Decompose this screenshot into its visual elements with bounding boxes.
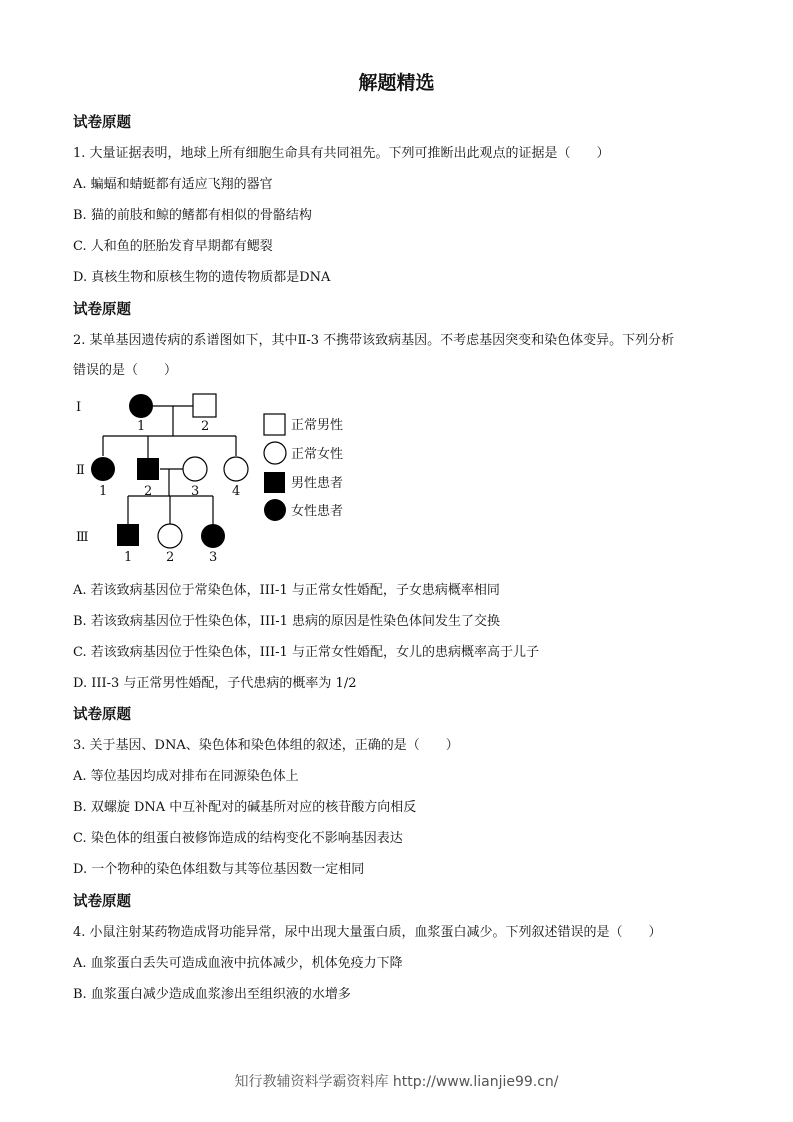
section-label-4: 试卷原题 <box>73 894 131 910</box>
q2-option-a: A. 若该致病基因位于常染色体，III-1 与正常女性婚配，子女患病概率相同 <box>73 583 500 598</box>
q1-option-c: C. 人和鱼的胚胎发育早期都有鳃裂 <box>73 239 273 254</box>
gen1-affected-female <box>129 394 153 418</box>
gen2-number-4: 4 <box>232 484 241 499</box>
gen2-affected-female <box>91 457 115 481</box>
q3-stem: 3. 关于基因、DNA、染色体和染色体组的叙述，正确的是（ ） <box>73 738 459 753</box>
gen2-affected-male <box>137 458 159 480</box>
q2-option-c: C. 若该致病基因位于性染色体，III-1 与正常女性婚配，女儿的患病概率高于儿子 <box>73 645 539 660</box>
q1-option-a: A. 蝙蝠和蜻蜓都有适应飞翔的器官 <box>73 177 273 192</box>
q2-option-b: B. 若该致病基因位于性染色体，III-1 患病的原因是性染色体间发生了交换 <box>73 614 501 629</box>
legend-normal-male-label: 正常男性 <box>291 418 344 433</box>
q2-stem-line-1: 2. 某单基因遗传病的系谱图如下，其中Ⅱ-3 不携带该致病基因。不考虑基因突变和染色体变异。下列分析 <box>73 333 675 348</box>
q4-stem: 4. 小鼠注射某药物造成肾功能异常，尿中出现大量蛋白质，血浆蛋白减少。下列叙述错误的是（ ） <box>73 925 662 940</box>
gen2-number-2: 2 <box>144 484 153 499</box>
gen-label-3: Ⅲ <box>76 530 89 545</box>
gen-label-1: Ⅰ <box>76 400 82 415</box>
gen3-normal-female <box>158 524 182 548</box>
section-label-1: 试卷原题 <box>73 115 131 131</box>
q1-option-b: B. 猫的前肢和鲸的鳍都有相似的骨骼结构 <box>73 208 312 223</box>
gen-label-2: Ⅱ <box>76 463 85 478</box>
gen1-number-1: 1 <box>137 419 146 434</box>
q1-option-d: D. 真核生物和原核生物的遗传物质都是DNA <box>73 270 331 285</box>
legend-normal-male-symbol <box>264 414 285 435</box>
q3-option-d: D. 一个物种的染色体组数与其等位基因数一定相同 <box>73 862 365 877</box>
legend-affected-female-label: 女性患者 <box>291 504 344 519</box>
section-label-2: 试卷原题 <box>73 302 131 318</box>
gen3-affected-female <box>201 524 225 548</box>
q2-stem-line-2: 错误的是（ ） <box>73 363 178 378</box>
gen2-normal-female-4 <box>224 457 248 481</box>
pedigree-diagram <box>70 388 370 573</box>
gen2-number-3: 3 <box>191 484 200 499</box>
legend-normal-female-label: 正常女性 <box>291 447 344 462</box>
q3-option-b: B. 双螺旋 DNA 中互补配对的碱基所对应的核苷酸方向相反 <box>73 800 417 815</box>
gen1-number-2: 2 <box>201 419 210 434</box>
gen2-normal-female-3 <box>183 457 207 481</box>
page-title: 解题精选 <box>358 72 435 94</box>
legend-affected-male-symbol <box>264 472 285 493</box>
q1-stem: 1. 大量证据表明，地球上所有细胞生命具有共同祖先。下列可推断出此观点的证据是（ ） <box>73 146 610 161</box>
footer-watermark: 知行教辅资料学霸资料库 http://www.lianjie99.cn/ <box>234 1074 559 1090</box>
q3-option-c: C. 染色体的组蛋白被修饰造成的结构变化不影响基因表达 <box>73 831 403 846</box>
gen2-number-1: 1 <box>99 484 108 499</box>
gen1-normal-male <box>193 394 216 417</box>
q4-option-b: B. 血浆蛋白减少造成血浆渗出至组织液的水增多 <box>73 987 351 1002</box>
gen3-number-2: 2 <box>166 550 175 565</box>
legend-normal-female-symbol <box>264 442 286 464</box>
q3-option-a: A. 等位基因均成对排布在同源染色体上 <box>73 769 299 784</box>
gen3-number-1: 1 <box>124 550 133 565</box>
gen3-number-3: 3 <box>209 550 218 565</box>
legend-affected-male-label: 男性患者 <box>291 476 344 491</box>
q2-option-d: D. III-3 与正常男性婚配，子代患病的概率为 1/2 <box>73 676 357 691</box>
section-label-3: 试卷原题 <box>73 707 131 723</box>
q4-option-a: A. 血浆蛋白丢失可造成血液中抗体减少，机体免疫力下降 <box>73 956 403 971</box>
legend-affected-female-symbol <box>264 499 286 521</box>
gen3-affected-male <box>117 524 139 546</box>
